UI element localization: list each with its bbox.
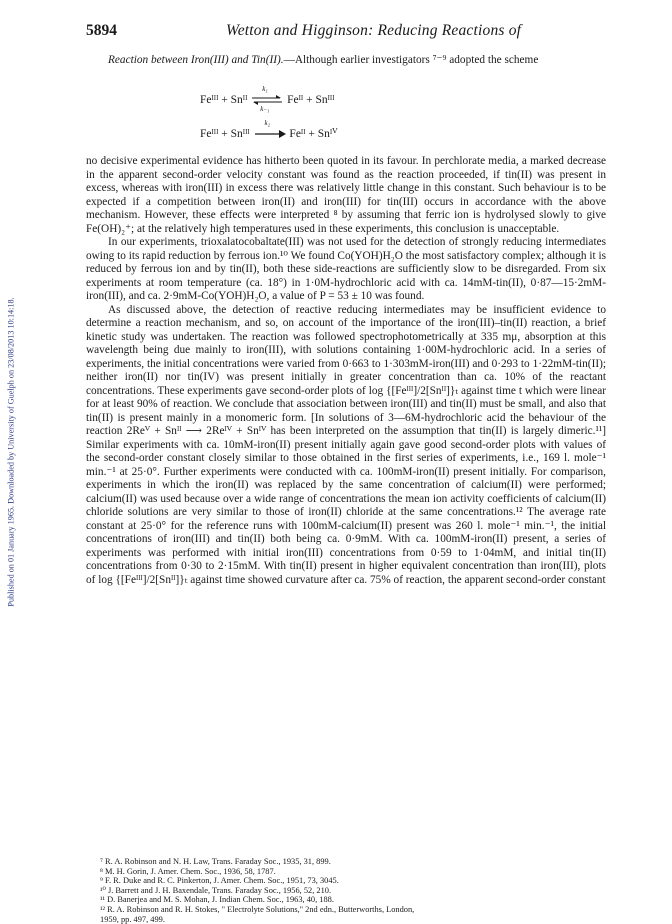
reference-item: 1959, pp. 497, 499. [100,914,165,924]
reaction-scheme [200,85,480,150]
page-number: 5894 [86,22,117,39]
eq1-right: Feᴵᴵ + Snᴵᴵᴵ [287,94,335,106]
reference-item: ¹⁰ J. Barrett and J. H. Baxendale, Trans. Faraday Soc., 1956, 52, 210. [100,885,332,895]
eq1-k-forward: k₁ [262,85,268,94]
equation-1 [200,85,335,114]
reference-item: ¹² R. A. Robinson and R. H. Stokes, " Electrolyte Solutions," 2nd edn., Butterworths, London, [100,904,415,914]
intro-paragraph [86,54,606,68]
page-header [86,22,596,44]
eq2-k: k₂ [264,119,271,128]
equation-2 [200,119,338,140]
equilibrium-arrow-icon [250,85,284,114]
side-note-text: Published on 01 January 1965. Downloaded by University of Guelph on 23/08/2013 10:14:18. [6,297,16,607]
eq1-k-reverse: k₋₁ [260,105,270,114]
reference-item: ⁸ M. H. Gorin, J. Amer. Chem. Soc., 1936, 58, 1787. [100,866,276,876]
paragraph-2: In our experiments, trioxalatocobaltate(III) was not used for the detection of strongly reducing intermediates owing to its rapid reduction by ferrous ion.¹⁰ We found Co(YOH)H₂O the most satisfactory complex; although it is reduced by ferrous ion and by tin(II), both these side-reactions are sufficiently slow to be disregarded. From six experiments at room temperature (ca. 18°) in 1·0M-hydrochloric acid with ca. 14mM-tin(II), 0·87—15·2mM-iron(III), and ca. 2·9mM-Co(YOH)H₂O, a value of P = 53 ± 10 was found. [86,236,606,302]
reference-item: ⁹ F. R. Duke and R. C. Pinkerton, J. Amer. Chem. Soc., 1951, 73, 3045. [100,876,339,886]
paragraph-3: As discussed above, the detection of reactive reducing intermediates may be insufficient evidence to determine a reaction mechanism, and so, on account of the importance of the iron(III)–tin(II) reaction, a brief kinetic study was undertaken. The reaction was followed spectrophotometrically at 335 mμ, absorption at this wavelength being due mainly to iron(III), with solutions containing 1·00M-hydrochloric acid. In a series of experiments, the initial concentrations were varied from 0·663 to 1·303mM-iron(III) and 0·293 to 1·22mM-tin(II); neither iron(II) nor tin(IV) was present initially in greater concentration than ca. 10% of the reactant concentrations. These experiments gave second-order plots of log {[Feᴵᴵᴵ]/2[Snᴵᴵ]}ₜ against time t which were linear for at least 90% of reaction. We conclude that association between iron(III) and tin(II) must be small, and also that tin(II) is present mainly in a monomeric form. [In solutions of 3—6M-hydrochloric acid the behaviour of the reaction 2Reⱽ + Snᴵᴵ ⟶ 2Reᴵⱽ + Snᴵⱽ has been interpreted on the assumption that tin(II) is largely dimeric.¹¹] Similar experiments with ca. 10mM-iron(II) present initially again gave good second-order plots with values of the second-order constant closely similar to those obtained in the first series of experiments, i.e., 169 l. mole⁻¹ min.⁻¹ at 25·0°. Further experiments were conducted with ca. 100mM-iron(II) present initially. For comparison, experiments in which the iron(II) was replaced by the same concentration of calcium(II) were performed; calcium(II) was used because over a wide range of concentrations the mean ion activity coefficients of calcium(II) chloride solutions are very similar to those of iron(II) chloride at the same concentrations.¹² The average rate constant at 25·0° for the reference runs with 100mM-calcium(II) present was 260 l. mole⁻¹ min.⁻¹, the initial concentrations of iron(III) and tin(II) both being ca. 0·9mM. With ca. 100mM-iron(II) present, a series of experiments was performed with initial iron(III) concentrations from 0·59 to 1·04mM, and initial tin(II) concentrations from 0·30 to 2·15mM. With tin(II) present in higher equivalent concentration than iron(III), plots of log {[Feᴵᴵᴵ]/2[Snᴵᴵ]}ₜ against time showed curvature after ca. 75% of reaction, the apparent second-order constant [86,303,606,586]
main-body [86,155,606,587]
eq1-left: Feᴵᴵᴵ + Snᴵᴵ [200,94,248,106]
section-heading: Reaction between Iron(III) and Tin(II). [108,54,284,66]
reference-item: ⁷ R. A. Robinson and N. H. Law, Trans. Faraday Soc., 1935, 31, 899. [100,857,331,866]
paragraph-1: no decisive experimental evidence has hitherto been quoted in its favour. In perchlorate media, a marked decrease in the apparent second-order velocity constant was found as the reaction proceeded, if tin(II) was present in excess, whereas with iron(III) in excess there was relatively little change in this constant. Such behaviour is to be expected if a competition between iron(II) and iron(III) for tin(III) occurs in accordance with the above mechanism. However, these effects were interpreted ⁸ by assuming that ferric ion is hydrolysed slowly to give Fe(OH)₂⁺; at the relatively high temperatures used in these experiments, this conclusion is unacceptable. [86,155,606,235]
eq2-left: Feᴵᴵᴵ + Snᴵᴵᴵ [200,128,250,140]
reference-item: ¹¹ D. Banerjea and M. S. Mohan, J. Indian Chem. Soc., 1963, 40, 188. [100,895,334,905]
references [100,857,605,924]
eq2-right: Feᴵᴵ + Snᴵⱽ [289,128,338,140]
side-provenance-note [0,0,22,912]
running-head: Wetton and Higginson: Reducing Reactions of [226,22,522,39]
intro-text: —Although earlier investigators ⁷⁻⁹ adopted the scheme [283,54,539,66]
reaction-arrow-icon [253,119,287,140]
